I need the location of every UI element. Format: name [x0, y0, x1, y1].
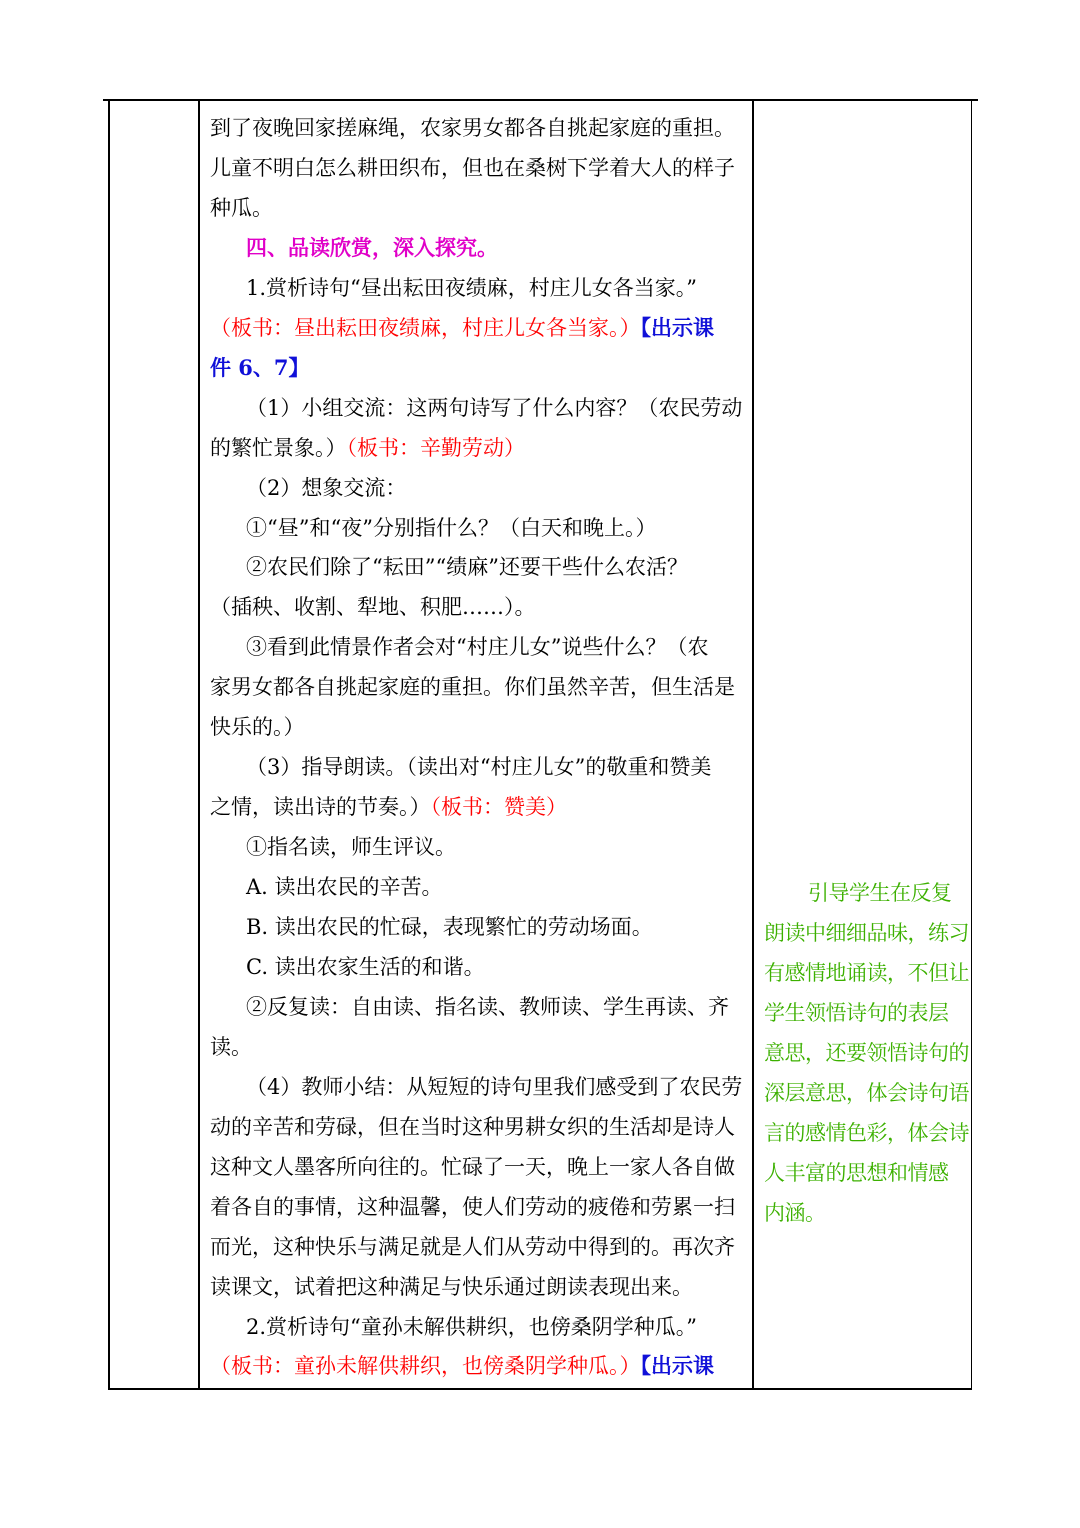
text-segment: 读课文，试着把这种满足与快乐通过朗读表现出来。 — [210, 1274, 693, 1299]
side-note-line: 人丰富的思想和情感 — [764, 1161, 949, 1185]
text-line — [246, 553, 688, 581]
text-line — [210, 154, 735, 182]
text-segment: ②农民们除了“耘田”“绩麻”还要干些什么农活？ — [246, 555, 688, 580]
text-line — [210, 673, 735, 701]
side-note-line: 学生领悟诗句的表层 — [764, 1001, 949, 1025]
text-line — [210, 713, 305, 741]
side-note-line: 引导学生在反复 — [808, 881, 952, 905]
text-segment: B. 读出农民的忙碌，表现繁忙的劳动场面。 — [246, 915, 653, 939]
courseware-tag: 【出示课 — [640, 1353, 714, 1379]
text-segment: （2）想象交流： — [246, 475, 407, 500]
text-line — [246, 1313, 697, 1341]
text-line — [210, 114, 735, 142]
text-segment: ②反复读：自由读、指名读、教师读、学生再读、齐 — [246, 994, 729, 1019]
text-segment: 种瓜。 — [210, 195, 273, 220]
text-line — [210, 1233, 735, 1261]
board-note: （板书：赞美） — [430, 795, 567, 820]
text-line — [246, 514, 656, 542]
text-segment: 这种文人墨客所向往的。忙碌了一天，晚上一家人各自做 — [210, 1154, 735, 1179]
text-line — [210, 434, 525, 462]
table-divider-2 — [752, 100, 754, 1390]
text-segment: 家男女都各自挑起家庭的重担。你们虽然辛苦，但生活是 — [210, 675, 735, 700]
text-segment: 儿童不明白怎么耕田织布，但也在桑树下学着大人的样子 — [210, 155, 735, 180]
section-heading: 四、品读欣赏，深入探究。 — [246, 234, 498, 260]
text-line — [246, 993, 729, 1021]
text-line — [210, 1352, 714, 1380]
text-segment: 到了夜晚回家搓麻绳，农家男女都各自挑起家庭的重担。 — [210, 116, 735, 140]
text-line — [246, 394, 742, 422]
text-segment: 读。 — [210, 1034, 252, 1059]
text-line — [210, 1033, 252, 1061]
text-segment: 之情，读出诗的节奏。） — [210, 795, 431, 820]
text-segment: ①指名读，师生评议。 — [246, 835, 456, 860]
text-segment: 1.赏析诗句“昼出耘田夜绩麻，村庄儿女各当家。” — [246, 275, 698, 300]
text-segment: （3）指导朗读。（读出对“村庄儿女”的敬重和赞美 — [246, 755, 712, 780]
text-segment: A. 读出农民的辛苦。 — [246, 875, 443, 900]
side-note-line: 有感情地诵读，不但让 — [764, 961, 969, 985]
side-note-line: 言的感情色彩，体会诗 — [764, 1121, 969, 1145]
text-segment: 快乐的。） — [210, 715, 305, 740]
text-segment: 2.赏析诗句“童孙未解供耕织，也傍桑阴学种瓜。” — [246, 1314, 698, 1339]
text-line — [246, 474, 406, 502]
text-line — [210, 1113, 735, 1141]
text-line — [210, 354, 310, 382]
side-note-line: 朗读中细细品味，练习 — [764, 921, 969, 945]
text-line — [210, 1273, 693, 1301]
text-segment: 而光，这种快乐与满足就是人们从劳动中得到的。再次齐 — [210, 1234, 735, 1259]
board-note: （板书：辛勤劳动） — [346, 435, 525, 460]
text-line — [246, 833, 456, 861]
table-divider-1 — [198, 100, 200, 1390]
text-line — [210, 194, 273, 222]
side-note-line: 内涵。 — [764, 1201, 826, 1225]
text-line — [210, 793, 567, 821]
text-line — [246, 913, 653, 941]
board-note: （板书：童孙未解供耕织，也傍桑阴学种瓜。） — [210, 1354, 641, 1379]
text-line — [210, 1193, 735, 1221]
text-segment: （1）小组交流：这两句诗写了什么内容？（农民劳动 — [246, 395, 743, 420]
text-segment: ①“昼”和“夜”分别指什么？（白天和晚上。） — [246, 515, 657, 540]
header-rule — [103, 99, 978, 101]
text-line — [246, 873, 443, 901]
side-note-line: 意思，还要领悟诗句的 — [764, 1041, 969, 1065]
text-segment: 动的辛苦和劳碌，但在当时这种男耕女织的生活却是诗人 — [210, 1114, 735, 1139]
table-border-bottom — [109, 1388, 972, 1390]
text-segment: C. 读出农家生活的和谐。 — [246, 954, 485, 979]
text-line — [246, 274, 697, 302]
text-segment: 的繁忙景象。） — [210, 435, 347, 460]
text-segment: 着各自的事情，这种温馨，使人们劳动的疲倦和劳累一扫 — [210, 1194, 735, 1219]
text-segment: （插秧、收割、犁地、积肥……）。 — [210, 595, 536, 620]
side-note-line: 深层意思，体会诗句语 — [764, 1081, 969, 1105]
text-line — [246, 1073, 742, 1101]
text-line — [210, 1153, 735, 1181]
text-segment: （4）教师小结：从短短的诗句里我们感受到了农民劳 — [246, 1074, 743, 1099]
text-line — [210, 314, 714, 342]
text-line — [246, 633, 708, 661]
courseware-tag: 件 6、7】 — [210, 354, 310, 380]
text-segment: ③看到此情景作者会对“村庄儿女”说些什么？（农 — [246, 635, 709, 660]
text-line — [246, 234, 498, 262]
text-line — [246, 953, 485, 981]
board-note: （板书：昼出耘田夜绩麻，村庄儿女各当家。） — [210, 315, 641, 340]
courseware-tag: 【出示课 — [640, 314, 714, 340]
text-line — [210, 593, 536, 621]
table-border-left — [108, 100, 110, 1390]
table-border-right — [971, 100, 972, 1390]
text-line — [246, 753, 711, 781]
